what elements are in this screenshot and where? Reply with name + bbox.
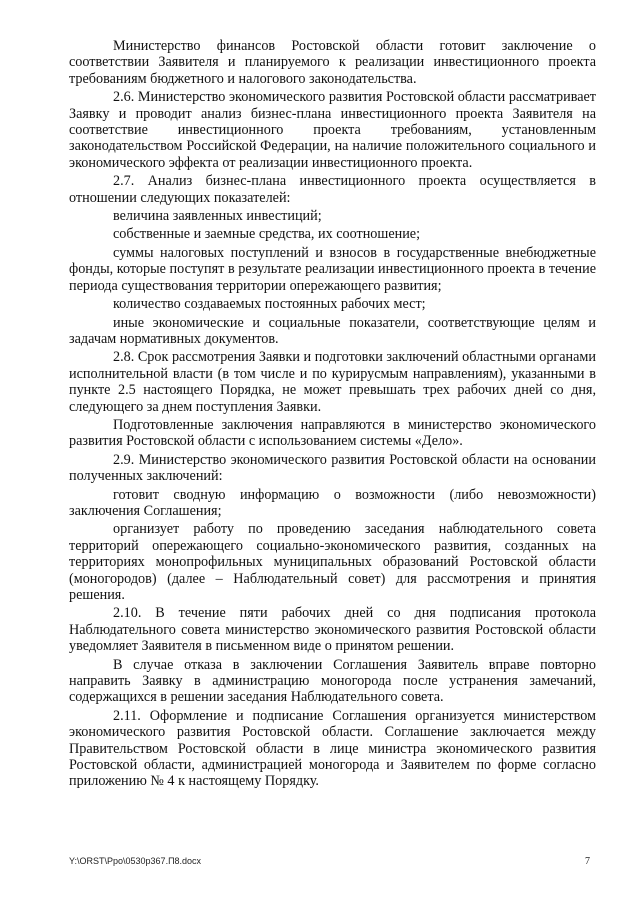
paragraph-2-7: 2.7. Анализ бизнес-плана инвестиционного проекта осуществляется в отношении следующих показателей: (69, 173, 596, 206)
paragraph-2-10: 2.10. В течение пяти рабочих дней со дня подписания протокола Наблюдательного совета министерство экономического развития Ростовской области уведомляет Заявителя в письменном виде о принятом решении. (69, 605, 596, 655)
paragraph-finance-conclusion: Министерство финансов Ростовской области готовит заключение о соответствии Заявителя и планируемого к реализации инвестиционного проекта требованиям бюджетного и налогового законодательства. (69, 38, 596, 87)
paragraph-2-8: 2.8. Срок рассмотрения Заявки и подготовки заключений областными органами исполнительной власти (в том числе и по курирусмым направлениям), указанными в пункте 2.5 настоящего Порядка, не может превышать трех рабочих дней со дня, следующего за днем поступления Заявки. (69, 349, 596, 415)
list-item-summary-info: готовит сводную информацию о возможности (либо невозможности) заключения Соглашения; (69, 486, 596, 519)
list-item-supervisory-board: организует работу по проведению заседания наблюдательного совета территорий опережающего социально-экономического развития, созданных на территориях монопрофильных муниципальных образований Ростовской области (моногородов) (далее – Наблюдательный совет) для рассмотрения и принятия решения. (69, 521, 596, 603)
paragraph-refusal: В случае отказа в заключении Соглашения Заявитель вправе повторно направить Заявку в администрацию моногорода после устранения замечаний, содержащихся в решении заседания Наблюдательного совета. (69, 656, 596, 706)
paragraph-2-11: 2.11. Оформление и подписание Соглашения организуется министерством экономического развития Ростовской области. Соглашение заключается между Правительством Ростовской области в лице министра экономического развития Ростовской области, администрацией моногорода и Заявителем по форме согласно приложению № 4 к настоящему Порядку. (69, 707, 596, 790)
list-item-investments: величина заявленных инвестиций; (113, 208, 322, 225)
list-item-tax-revenue: суммы налоговых поступлений и взносов в государственные внебюджетные фонды, которые поступят в результате реализации инвестиционного проекта в течение периода существования территории опережающего развития; (69, 244, 596, 294)
page-number: 7 (585, 856, 590, 867)
list-item-funds: собственные и заемные средства, их соотношение; (113, 226, 421, 243)
list-item-other-indicators: иные экономические и социальные показатели, соответствующие целям и задачам нормативных документов. (69, 314, 596, 347)
document-body (69, 38, 596, 790)
list-item-jobs: количество создаваемых постоянных рабочих мест; (113, 296, 426, 313)
file-path: Y:\ORST\Ppo\0530p367.П8.docx (69, 856, 202, 866)
paragraph-conclusions-sent: Подготовленные заключения направляются в министерство экономического развития Ростовской области с использованием системы «Дело». (69, 416, 596, 450)
paragraph-2-6: 2.6. Министерство экономического развития Ростовской области рассматривает Заявку и проводит анализ бизнес-плана инвестиционного проекта Заявителя на соответствие инвестиционного проекта требованиям, установленным законодательством Российской Федерации, на наличие положительного социального и экономического эффекта от реализации инвестиционного проекта. (69, 89, 596, 171)
paragraph-2-9: 2.9. Министерство экономического развития Ростовской области на основании полученных заключений: (69, 451, 596, 485)
